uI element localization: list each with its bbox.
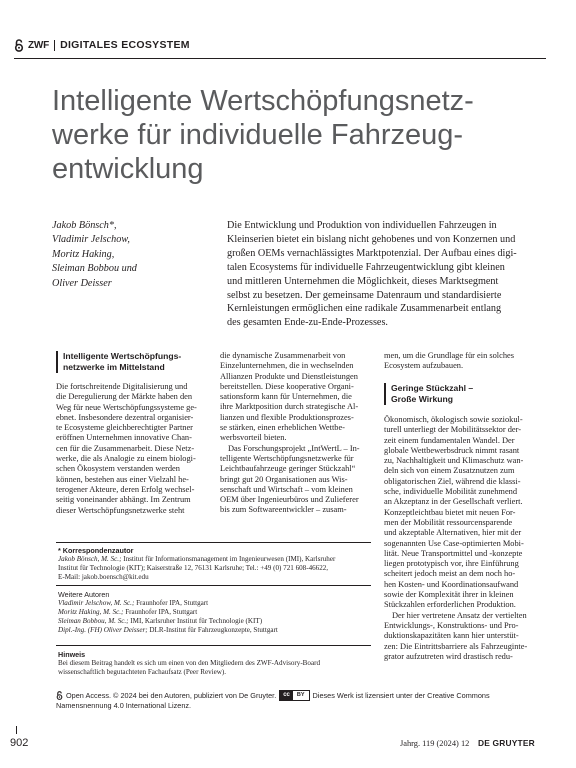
text-line: telligente Wertschöpfungsnetzwerke für	[220, 453, 354, 463]
footnote-line: Institut für Technologie (KIT); Kaiserstraße 12, 76131 Karlsruhe; Tel.: +49 (0) 721 608-46622,	[58, 563, 329, 572]
text-line: terogener Akteure, deren Erfolg wechsel-	[56, 484, 195, 494]
open-access-line	[56, 690, 546, 701]
abstract-line: talen Ecosystems für individuelle Fahrzeugentwicklung gibt kleinen	[227, 261, 505, 273]
text-line: liegen prototypisch vor, ihre Einführung	[384, 559, 519, 569]
column-2-text	[220, 351, 370, 516]
license-text: Dieses Werk ist lizensiert unter der Creative Commons	[312, 690, 490, 700]
text-line: ebnet. Insbesondere dezentral organisier-	[56, 412, 194, 422]
abstract-line: selbst zu besetzen. Der gemeinsame Datenraum und standardisierte	[227, 289, 502, 301]
text-line: Einzelunternehmen, die in wechselnden	[220, 361, 354, 371]
text-line: sationsform kann für Unternehmen, die	[220, 392, 352, 402]
title-line: entwicklung	[52, 153, 204, 185]
abstract-line: Kernleistungen ermöglichen eine radikale Zusammenarbeit entlang	[227, 303, 502, 315]
author-list	[52, 219, 217, 291]
footnote-line: Bei diesem Beitrag handelt es sich um einen von den Mitgliedern des ZWF-Advisory-Board	[58, 659, 321, 667]
footnote-author-name: Jakob Bönsch, M. Sc.;	[58, 555, 122, 563]
footnote-divider	[56, 645, 371, 646]
text-line: Ecosystem aufzubauen.	[384, 361, 464, 371]
subheading-mittelstand	[63, 351, 181, 372]
footnote-affiliation: IMI, Karlsruher Institut für Technologie (KIT)	[128, 616, 263, 625]
footnote-affiliation: Fraunhofer IPA, Stuttgart	[123, 607, 198, 616]
footnote-heading: * Korrespondenzautor	[58, 546, 134, 555]
text-line: duktionskapazitäten kann hier unterstüt-	[384, 631, 519, 641]
abstract-line: Kleinserien bietet ein bislang nicht gehobenes und von Konzernen und	[227, 233, 516, 245]
text-line: eröffnen Unternehmen innovative Chan-	[56, 433, 192, 443]
text-line: sogenannten Use Case-optimierten Mobi-	[384, 538, 524, 548]
abstract	[227, 219, 547, 330]
text-line: sche, individuelle Mobilität zunehmend	[384, 487, 518, 497]
open-access-notice	[56, 690, 546, 710]
title-line: Intelligente Wertschöpfungsnetz-	[52, 85, 474, 117]
text-line: können, bestehen aus einer Vielzahl he-	[56, 474, 189, 484]
text-line: Das Forschungsprojekt „IntWertL – In-	[228, 443, 360, 453]
subheading-bar	[384, 383, 386, 405]
column-1-text	[56, 382, 206, 516]
subheading-line: netzwerke im Mittelstand	[63, 361, 165, 372]
footnote-line	[58, 608, 278, 617]
text-line: globale Wettbewerbsdruck nimmt rasant	[384, 445, 520, 455]
article-title	[52, 84, 552, 186]
text-line: an Akzeptanz in der Gesellschaft verliert.	[384, 497, 523, 507]
text-line: men, um die Grundlage für ein solches	[384, 351, 515, 360]
text-line: zeit einem fundamentalen Wandel. Der	[384, 435, 515, 445]
cc-icon: cc	[280, 691, 293, 700]
text-line: te Ecosysteme gleichberechtigter Partner	[56, 423, 193, 433]
text-line: und akzeptable Alternativen, hier mit der	[384, 528, 522, 538]
text-line: zen: Die Eintrittsbarriere als Fahrzeuginte-	[384, 641, 528, 651]
text-line: Weg für neue Wertschöpfungssysteme ge-	[56, 402, 197, 412]
footnote-email[interactable]: E-Mail: jakob.boensch@kit.edu	[58, 572, 149, 581]
footnote-divider	[56, 585, 371, 586]
abstract-line: Die Entwicklung und Produktion von individuellen Fahrzeugen in	[227, 220, 497, 231]
text-line: bis zum Softwareentwickler – zusam-	[220, 505, 347, 515]
open-access-icon	[56, 691, 63, 700]
text-line: Stückzahlen erforderlichen Produktion.	[384, 600, 516, 610]
text-line: cen für die Zusammenarbeit. Diese Netz-	[56, 443, 195, 453]
subheading-line: Geringe Stückzahl –	[391, 383, 474, 393]
text-line: Leichtbaufahrzeuge geringer Stückzahl“	[220, 464, 356, 474]
hint-footnote	[58, 650, 320, 677]
author-name: Moritz Haking,	[52, 248, 115, 260]
text-line: werke, die als Analogie zu einem biologi-	[56, 454, 196, 464]
cc-by-license-badge[interactable]	[279, 690, 309, 701]
subheading-bar	[56, 351, 58, 373]
text-line: die Deregulierung der Märkte haben den	[56, 392, 193, 402]
abstract-line: des gesamten Ende-zu-Ende-Prozesses.	[227, 317, 388, 329]
text-line: Entwicklungs-, Konstruktions- und Pro-	[384, 620, 519, 630]
text-line: obligatorischen Ziel, während die klassi-	[384, 476, 521, 486]
text-line: scheitert jedoch meist an dem noch ho-	[384, 569, 516, 579]
text-line: sowie der Komplexität ihrer in kleinen	[384, 590, 514, 600]
text-line: se stärken, einen erheblichen Wettbe-	[220, 423, 345, 433]
abstract-line: und mittleren Unternehmen die Möglichkeit, dieses Marktsegment	[227, 275, 499, 287]
text-line: bringt gut 20 Organisationen aus Wis-	[220, 474, 348, 484]
header-rule	[14, 58, 546, 59]
footer-marker	[16, 726, 17, 734]
journal-logo: ZWF	[28, 39, 50, 51]
header-separator	[54, 40, 55, 51]
by-icon: BY	[296, 692, 305, 698]
title-line: werke für individuelle Fahrzeug-	[52, 119, 464, 151]
footnote-heading: Hinweis	[58, 650, 86, 659]
footnote-affiliation: Institut für Informationsmanagement im Ingenieurwesen (IMI), Karlsruher	[121, 555, 336, 563]
text-line: lität. Neue Transportmittel und -konzepte	[384, 548, 523, 558]
footnote-affiliation: Fraunhofer IPA, Stuttgart	[134, 599, 209, 607]
text-line: OEM über Ingenieurbüros und Zulieferer	[220, 495, 359, 505]
license-text-line2: Namensnennung 4.0 International Lizenz.	[56, 701, 192, 710]
author-name: Sleiman Bobbou und	[52, 263, 137, 275]
text-line: Konzeptleichtbau bietet mit neuen For-	[384, 507, 516, 517]
subheading-line: Große Wirkung	[391, 393, 453, 404]
text-line: bereitstellen. Diese kooperative Organi-	[220, 381, 354, 391]
footnote-author-name: Vladimir Jelschow, M. Sc.;	[58, 599, 135, 607]
subheading-stueckzahl	[391, 383, 473, 404]
author-name: Oliver Deisser	[52, 277, 112, 289]
footnote-line	[58, 599, 278, 608]
text-line: senschaft und Wirtschaft – vom kleinen	[220, 484, 353, 494]
text-line: hen Kosten- und Koordinationsaufwand	[384, 579, 519, 589]
text-line: Die fortschreitende Digitalisierung und	[56, 382, 188, 391]
abstract-line: großen OEMs vernachlässigtes Marktpotenzial. Der Aufbau eines digi-	[227, 247, 517, 259]
footnote-line: wissenschaftlich begutachteten Fachaufsatz (Peer Review).	[58, 667, 227, 676]
text-line: dieser Wertschöpfungsnetzwerke steht	[56, 505, 185, 515]
correspondence-footnote	[58, 546, 335, 582]
footnote-line	[58, 617, 278, 626]
author-name: Jakob Bönsch*,	[52, 220, 117, 231]
text-line: Ökonomisch, ökologisch sowie soziokul-	[384, 415, 523, 424]
subheading-line: Intelligente Wertschöpfungs-	[63, 351, 182, 361]
text-line: die dynamische Zusammenarbeit von	[220, 351, 346, 360]
text-line: turell unterliegt der Mobilitätssektor der-	[384, 425, 522, 435]
text-line: schen Ökosystem verstanden werden	[56, 464, 180, 474]
open-access-icon	[14, 39, 24, 52]
column-3-top-text	[384, 351, 546, 372]
text-line: zu, Nachhaltigkeit und Klimaschutz wan-	[384, 456, 524, 466]
text-line: ihre Marktposition durch strategische Al-	[220, 402, 359, 412]
footnote-author-name: Moritz Haking, M. Sc.;	[58, 607, 124, 616]
publisher-logo: DE GRUYTER	[478, 738, 535, 748]
footnote-line	[58, 555, 335, 564]
footnote-author-name: Sleiman Bobbou, M. Sc.;	[58, 616, 129, 625]
author-name: Vladimir Jelschow,	[52, 234, 130, 246]
page-header	[14, 38, 190, 52]
text-line: Der hier vertretene Ansatz der vertielten	[392, 610, 527, 620]
text-line: men der Mobilität ressourcensparende	[384, 517, 513, 527]
footnote-divider	[56, 542, 371, 543]
journal-volume: Jahrg. 119 (2024) 12	[400, 739, 470, 748]
text-line: seitig voneinander abhängt. Im Zentrum	[56, 495, 191, 505]
text-line: deln sich von einem Zusatznutzen zum	[384, 466, 515, 476]
open-access-text: Open Access. © 2024 bei den Autoren, publiziert von De Gruyter.	[66, 690, 277, 700]
more-authors-footnote	[58, 590, 278, 635]
text-line: grator aufzutreten wird drastisch redu-	[384, 651, 513, 661]
footnote-heading: Weitere Autoren	[58, 590, 110, 599]
footnote-affiliation: DLR-Institut für Fahrzeugkonzepte, Stuttgart	[147, 625, 278, 634]
column-3-text	[384, 415, 546, 662]
text-line: Allianzen Produkte und Dienstleistungen	[220, 371, 358, 381]
page-number: 902	[10, 737, 29, 749]
text-line: lianzen und flexible Produktionsprozes-	[220, 412, 354, 422]
text-line: werbsvorteil bieten.	[220, 433, 287, 443]
section-label: DIGITALES ECOSYSTEM	[60, 39, 190, 51]
footnote-author-name: Dipl.-Ing. (FH) Oliver Deisser;	[58, 625, 148, 634]
footnote-line	[58, 626, 278, 635]
